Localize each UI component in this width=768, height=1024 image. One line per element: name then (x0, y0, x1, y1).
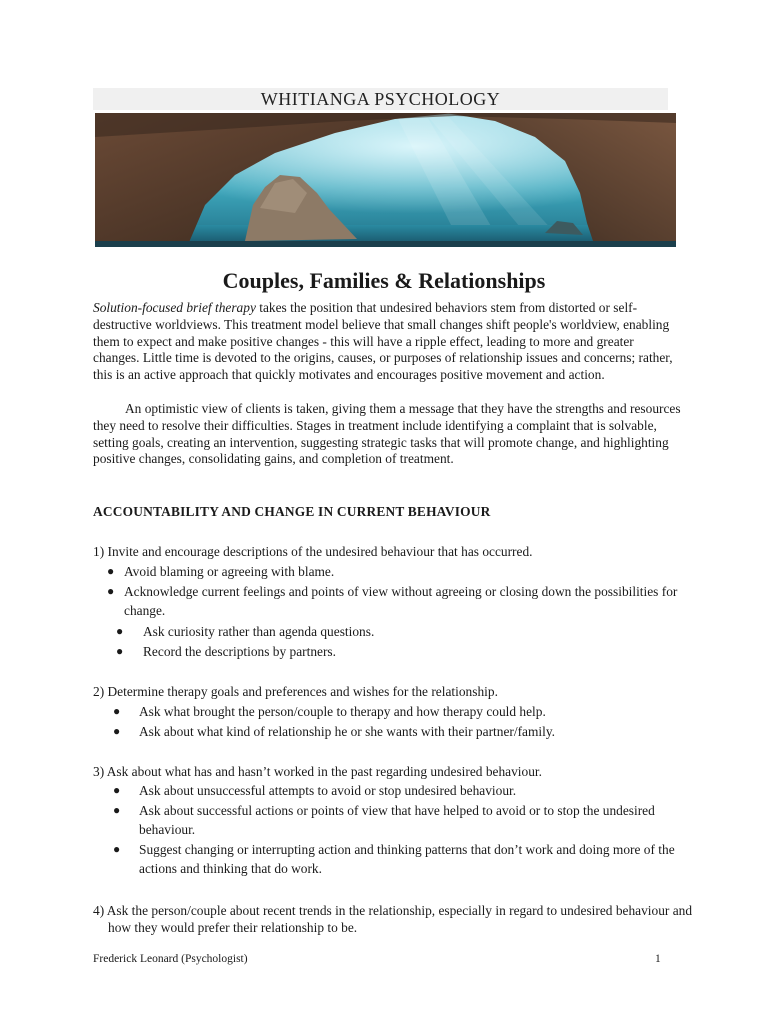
list-item: ● Ask about successful actions or points of view that have helped to avoid or to stop the undesired behaviour. (113, 803, 655, 837)
list-item: ● Ask about unsuccessful attempts to avoid or stop undesired behaviour. (113, 783, 517, 798)
bullet-icon: ● (113, 704, 121, 718)
list-item: ● Ask about what kind of relationship he or she wants with their partner/family. (113, 724, 556, 739)
bullet-icon: ● (113, 724, 121, 738)
bullet-icon: ● (107, 584, 115, 598)
numbered-item-3: 3) Ask about what has and hasn’t worked in the past regarding undesired behaviour. (93, 764, 542, 779)
numbered-item-1: 1) Invite and encourage descriptions of the undesired behaviour that has occurred. (93, 544, 533, 559)
banner-title: WHITIANGA PSYCHOLOGY (93, 88, 668, 110)
item-1-bullets-extra (116, 622, 683, 662)
intro-paragraph-1 (93, 300, 683, 384)
intro-paragraph-2: An optimistic view of clients is taken, giving them a message that they have the strengths and resources they need to resolve their difficulties. Stages in treatment include identifying a complaint that is solvable, setting goals, creating an intervention, suggesting strategic tasks that will promote change, and highlighting positive changes, consolidating gains, and completion of treatment. (93, 401, 681, 467)
bullet-icon: ● (113, 842, 121, 856)
bullet-icon: ● (116, 644, 124, 658)
numbered-item-2: 2) Determine therapy goals and preferences and wishes for the relationship. (93, 684, 498, 699)
bullet-icon: ● (116, 624, 124, 638)
list-item: ● Ask curiosity rather than agenda questions. (116, 624, 375, 639)
item-3-bullets (113, 781, 684, 879)
bullet-icon: ● (113, 803, 121, 817)
intro-paragraph-1-text: takes the position that undesired behaviors stem from distorted or self-destructive worldviews. This treatment model believe that small changes shift people's worldview, enabling them to expect and make positive changes - this will have a ripple effect, leading to more and greater changes. Little time is devoted to the origins, causes, or purposes of relationship issues and concerns; rather, this is an active approach that quickly motivates and encourages positive movement and action. (93, 300, 673, 383)
sea-cave-arch-photo (95, 113, 676, 247)
section-heading: ACCOUNTABILITY AND CHANGE IN CURRENT BEHAVIOUR (93, 504, 491, 519)
footer-author: Frederick Leonard (Psychologist) (93, 953, 248, 965)
bullet-icon: ● (113, 783, 121, 797)
therapy-name: Solution-focused brief therapy (93, 300, 256, 315)
list-item: ● Ask what brought the person/couple to therapy and how therapy could help. (113, 704, 546, 719)
list-item: ● Record the descriptions by partners. (116, 644, 336, 659)
item-1-bullets (107, 562, 680, 621)
numbered-item-4: 4) Ask the person/couple about recent trends in the relationship, especially in regard to undesired behaviour and how they would prefer their relationship to be. (93, 903, 693, 935)
bullet-icon: ● (107, 564, 115, 578)
item-2-bullets (113, 702, 684, 742)
list-item: ● Suggest changing or interrupting action and thinking patterns that don’t work and doing more of the actions and thinking that do work. (113, 842, 675, 876)
list-item: ● Avoid blaming or agreeing with blame. (107, 564, 335, 579)
page-number: 1 (655, 953, 661, 965)
page-title: Couples, Families & Relationships (222, 268, 546, 293)
list-item: ● Acknowledge current feelings and points of view without agreeing or closing down the possibilities for change. (107, 584, 678, 618)
